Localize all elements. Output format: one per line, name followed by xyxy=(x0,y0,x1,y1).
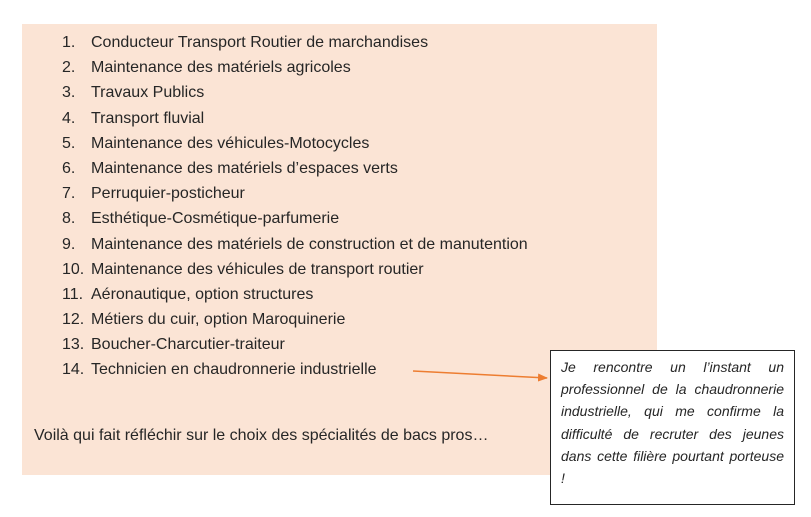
list-item xyxy=(62,307,528,332)
list-item-label: Maintenance des véhicules de transport routier xyxy=(91,260,424,278)
list-item-number: 6. xyxy=(62,159,76,177)
list-item-label: Transport fluvial xyxy=(91,109,205,127)
list-item xyxy=(62,232,528,257)
list-item-number: 9. xyxy=(62,235,76,253)
list-item-label: Maintenance des matériels d’espaces verts xyxy=(91,159,398,177)
list-item-label: Maintenance des véhicules-Motocycles xyxy=(91,134,370,152)
callout-box: Je rencontre un l’instant un professionnel de la chaudronnerie industrielle, qui me confirme la difficulté de recruter des jeunes dans cette filière pourtant porteuse ! xyxy=(550,350,795,505)
list-item xyxy=(62,282,528,307)
list-item-number: 10. xyxy=(62,260,85,278)
list-item xyxy=(62,206,528,231)
list-item xyxy=(62,131,528,156)
list-item xyxy=(62,80,528,105)
list-item-label: Travaux Publics xyxy=(91,84,205,102)
specialties-list xyxy=(62,30,528,383)
list-item-number: 8. xyxy=(62,210,76,228)
list-item-label: Aéronautique, option structures xyxy=(91,285,314,303)
list-item xyxy=(62,55,528,80)
list-item xyxy=(62,156,528,181)
list-item xyxy=(62,181,528,206)
list-item-label: Maintenance des matériels agricoles xyxy=(91,59,351,77)
list-item-number: 2. xyxy=(62,59,76,77)
list-item-number: 3. xyxy=(62,84,76,102)
list-item-number: 14. xyxy=(62,361,85,379)
list-item-label: Esthétique-Cosmétique-parfumerie xyxy=(91,210,340,228)
list-item-label: Boucher-Charcutier-traiteur xyxy=(91,336,285,354)
list-item-label: Maintenance des matériels de construction et de manutention xyxy=(91,235,528,253)
list-item-number: 5. xyxy=(62,134,76,152)
list-item-number: 4. xyxy=(62,109,76,127)
list-item-label: Conducteur Transport Routier de marchandises xyxy=(91,34,429,51)
list-item xyxy=(62,357,528,382)
list-item-number: 12. xyxy=(62,311,85,329)
list-item-number: 11. xyxy=(62,285,84,303)
list-item-label: Perruquier-posticheur xyxy=(91,185,245,203)
list-item xyxy=(62,30,528,55)
list-item xyxy=(62,106,528,131)
conclusion-text: Voilà qui fait réfléchir sur le choix des spécialités de bacs pros… xyxy=(34,427,489,444)
list-item-number: 7. xyxy=(62,185,76,203)
list-item-number: 13. xyxy=(62,336,85,354)
list-item-label: Technicien en chaudronnerie industrielle xyxy=(91,361,377,379)
list-item xyxy=(62,257,528,282)
list-item-number: 1. xyxy=(62,34,76,51)
list-item xyxy=(62,332,528,357)
list-item-label: Métiers du cuir, option Maroquinerie xyxy=(91,311,346,329)
